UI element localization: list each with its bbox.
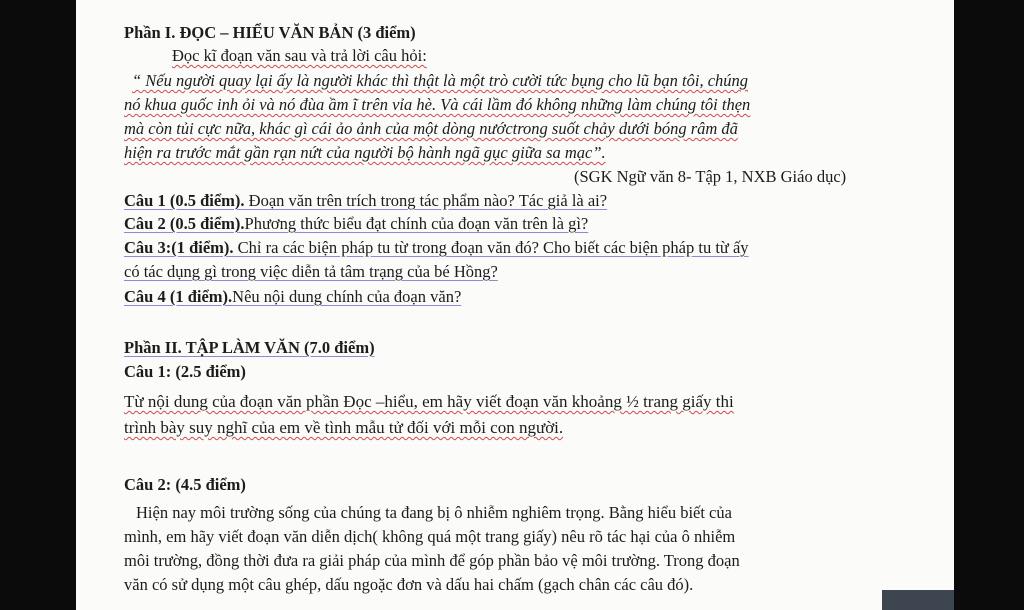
part2-heading: Phần II. TẬP LÀM VĂN (7.0 điểm) bbox=[124, 338, 375, 357]
part2-q2-line: mình, em hãy viết đoạn văn diễn dịch( không quá một trang giấy) nêu rõ tác hại của ô nhiễm bbox=[124, 527, 736, 546]
document-page bbox=[76, 0, 954, 610]
passage-line: nó khua guốc inh ỏi và nó đùa ầm ĩ trên vỉa hè. Và cái lầm đó không những làm chúng tôi thẹn bbox=[124, 95, 751, 114]
question-1: Câu 1 (0.5 điểm). Đoạn văn trên trích trong tác phẩm nào? Tác giả là ai? bbox=[124, 191, 608, 210]
part2-q1-line: Từ nội dung của đoạn văn phần Đọc –hiểu, em hãy viết đoạn văn khoảng ½ trang giấy thi bbox=[124, 392, 734, 411]
passage-line: “ Nếu người quay lại ấy là người khác thì thật là một trò cười tức bụng cho lũ bạn tôi, chúng bbox=[132, 71, 749, 90]
corner-overlay bbox=[882, 590, 954, 610]
question-3: Câu 3:(1 điểm). Chỉ ra các biện pháp tu từ trong đoạn văn đó? Cho biết các biện pháp tu từ ấy bbox=[124, 238, 749, 257]
part2-q1-line: trình bày suy nghĩ của em về tình mẫu tử đối với mỗi con người. bbox=[124, 418, 564, 437]
passage-line: mà còn tủi cực nữa, khác gì cái ảo ảnh của một dòng nướctrong suốt chảy dưới bóng râm đã bbox=[124, 119, 738, 138]
part1-instruction: Đọc kĩ đoạn văn sau và trả lời câu hỏi: bbox=[172, 46, 427, 65]
part1-heading: Phần I. ĐỌC – HIỂU VĂN BẢN (3 điểm) bbox=[124, 23, 416, 42]
passage-line: hiện ra trước mắt gần rạn nứt của người bộ hành ngã gục giữa sa mạc”. bbox=[124, 143, 606, 162]
question-3-continued: có tác dụng gì trong việc diễn tả tâm trạng của bé Hồng? bbox=[124, 262, 498, 281]
part2-q2-label: Câu 2: (4.5 điểm) bbox=[124, 475, 246, 494]
question-4: Câu 4 (1 điểm).Nêu nội dung chính của đoạn văn? bbox=[124, 287, 462, 306]
part2-q2-line: Hiện nay môi trường sống của chúng ta đang bị ô nhiễm nghiêm trọng. Bằng hiểu biết của bbox=[136, 503, 732, 522]
part2-q1-label: Câu 1: (2.5 điểm) bbox=[124, 362, 246, 381]
part2-q2-line: môi trường, đồng thời đưa ra giải pháp của mình để góp phần bảo vệ môi trường. Trong đoạn bbox=[124, 551, 740, 570]
passage-source: (SGK Ngữ văn 8- Tập 1, NXB Giáo dục) bbox=[574, 167, 847, 186]
part2-q2-line: văn có sử dụng một câu ghép, dấu ngoặc đơn và dấu hai chấm (gạch chân các câu đó). bbox=[124, 575, 694, 594]
question-2: Câu 2 (0.5 điểm).Phương thức biểu đạt chính của đoạn văn trên là gì? bbox=[124, 214, 589, 233]
